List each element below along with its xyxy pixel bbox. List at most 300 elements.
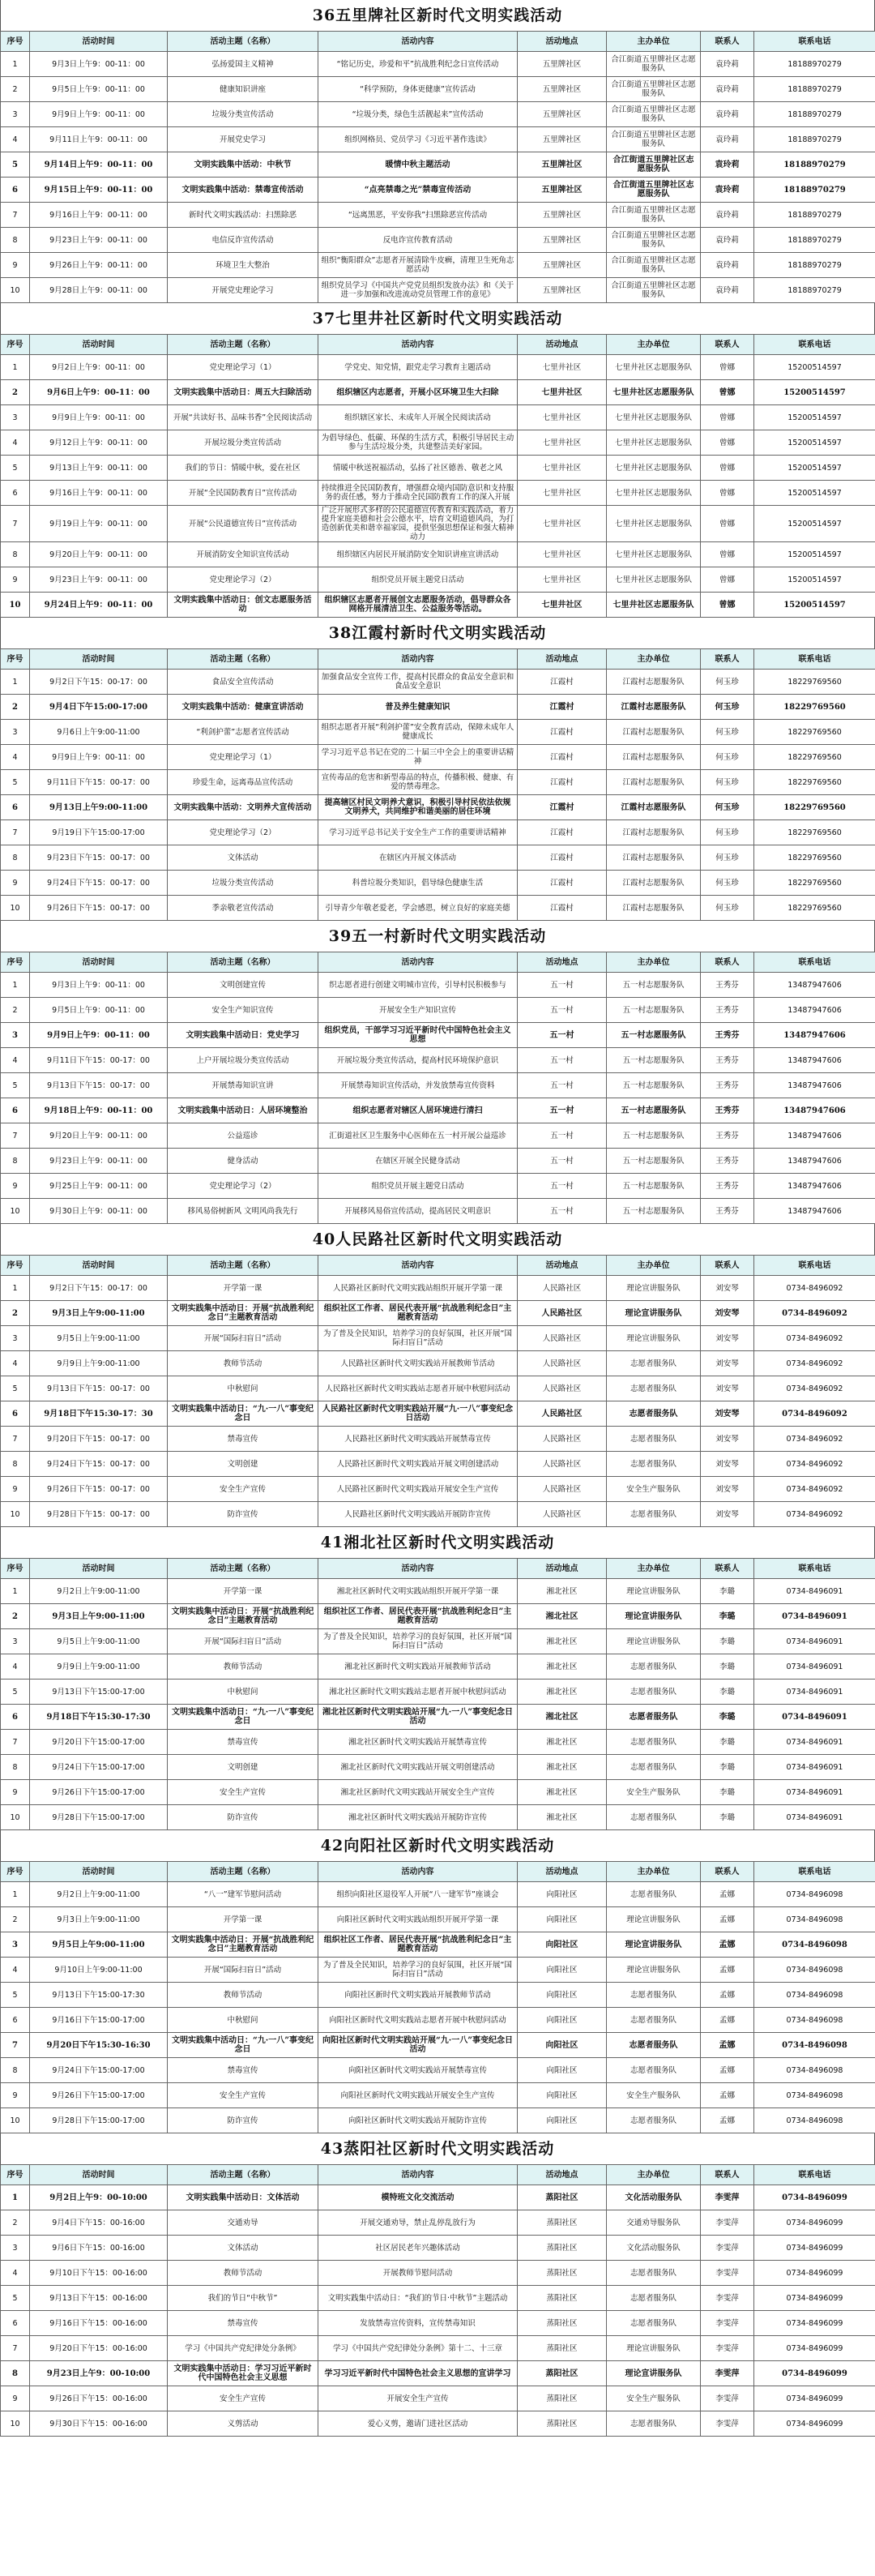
col-time: 9月24日下午15:00-17:00 <box>30 1755 168 1780</box>
table-row <box>1 355 875 380</box>
col-theme: 开展“公民道德宣传日”宣传活动 <box>168 506 318 542</box>
col-theme: 中秋慰问 <box>168 2008 318 2033</box>
col-host: 五一村志愿服务队 <box>607 998 701 1023</box>
col-place: 向阳社区 <box>518 2083 607 2108</box>
col-time: 9月18日上午9：00-11：00 <box>30 1098 168 1123</box>
section-title: 40人民路社区新时代文明实践活动 <box>0 1224 875 1255</box>
col-content: 发放禁毒宣传资料，宣传禁毒知识 <box>318 2311 518 2336</box>
header-col-no: 序号 <box>1 335 30 355</box>
col-place: 七里井社区 <box>518 593 607 618</box>
col-time: 9月4日下午15：00-16:00 <box>30 2210 168 2236</box>
col-content: 人民路社区新时代文明实践站开展教师节活动 <box>318 1351 518 1376</box>
col-time: 9月24日下午15：00-17：00 <box>30 871 168 896</box>
col-phone: 0734-8496092 <box>754 1376 875 1401</box>
header-col-place: 活动地点 <box>518 32 607 52</box>
col-place: 五一村 <box>518 1199 607 1224</box>
col-no: 7 <box>1 2033 30 2058</box>
col-contact: 刘安琴 <box>701 1477 754 1502</box>
col-host: 文化活动服务队 <box>607 2236 701 2261</box>
col-no: 8 <box>1 1149 30 1174</box>
header-col-contact: 联系人 <box>701 1862 754 1882</box>
table-row <box>1 542 875 567</box>
col-no: 9 <box>1 2083 30 2108</box>
col-content: 为倡导绿色、低碳、环保的生活方式，积极引导居民主动参与生活垃圾分类，共建整洁美好家园。 <box>318 430 518 456</box>
col-theme: 安全生产宣传 <box>168 2083 318 2108</box>
table-row <box>1 2033 875 2058</box>
col-phone: 0734-8496098 <box>754 1907 875 1932</box>
section-title: 36五里牌社区新时代文明实践活动 <box>0 0 875 31</box>
col-no: 4 <box>1 1048 30 1073</box>
col-theme: 禁毒宣传 <box>168 1427 318 1452</box>
col-phone: 15200514597 <box>754 506 875 542</box>
table-row <box>1 973 875 998</box>
col-phone: 0734-8496099 <box>754 2210 875 2236</box>
col-phone: 13487947606 <box>754 1123 875 1149</box>
col-time: 9月9日上午9：00-11：00 <box>30 405 168 430</box>
col-no: 5 <box>1 1376 30 1401</box>
col-no: 5 <box>1 1680 30 1705</box>
col-no: 7 <box>1 2336 30 2361</box>
col-content: 开展移风易俗宣传活动，提高居民文明意识 <box>318 1199 518 1224</box>
col-contact: 李雯萍 <box>701 2336 754 2361</box>
col-content: 组织党员开展主题党日活动 <box>318 1174 518 1199</box>
col-no: 7 <box>1 1730 30 1755</box>
table-row <box>1 1477 875 1502</box>
col-content: 向阳社区新时代文明实践站开展“九·一八”事变纪念日活动 <box>318 2033 518 2058</box>
col-phone: 0734-8496092 <box>754 1502 875 1527</box>
table-row <box>1 506 875 542</box>
col-time: 9月5日上午9:00-11:00 <box>30 1326 168 1351</box>
col-place: 向阳社区 <box>518 2058 607 2083</box>
table-header-row <box>1 2165 875 2185</box>
col-place: 五一村 <box>518 1073 607 1098</box>
table-row <box>1 745 875 770</box>
col-contact: 王秀芬 <box>701 1174 754 1199</box>
col-no: 7 <box>1 203 30 228</box>
col-no: 10 <box>1 1502 30 1527</box>
col-content: 湘北社区新时代文明实践站开展教师节活动 <box>318 1654 518 1680</box>
col-contact: 王秀芬 <box>701 1098 754 1123</box>
col-no: 8 <box>1 1755 30 1780</box>
col-phone: 15200514597 <box>754 456 875 481</box>
col-content: 组织辖区家长、未成年人开展全民阅读活动 <box>318 405 518 430</box>
col-contact: 李璐 <box>701 1654 754 1680</box>
col-time: 9月9日上午9:00-11:00 <box>30 1351 168 1376</box>
col-theme: 开展消防安全知识宣传活动 <box>168 542 318 567</box>
col-phone: 18229769560 <box>754 845 875 871</box>
col-place: 五里牌社区 <box>518 77 607 102</box>
col-no: 8 <box>1 845 30 871</box>
table-row <box>1 1983 875 2008</box>
col-phone: 0734-8496091 <box>754 1705 875 1730</box>
col-contact: 李雯萍 <box>701 2411 754 2437</box>
col-host: 五一村志愿服务队 <box>607 1199 701 1224</box>
table-header-row <box>1 649 875 670</box>
col-contact: 王秀芬 <box>701 973 754 998</box>
col-contact: 曾娜 <box>701 456 754 481</box>
col-content: 普及养生健康知识 <box>318 695 518 720</box>
col-contact: 何玉珍 <box>701 695 754 720</box>
col-theme: 新时代文明实践活动：扫黑除恶 <box>168 203 318 228</box>
col-theme: 党史理论学习（1） <box>168 355 318 380</box>
col-content: 向阳社区新时代文明实践站开展禁毒宣传 <box>318 2058 518 2083</box>
col-theme: 文明创建宣传 <box>168 973 318 998</box>
header-col-content: 活动内容 <box>318 1559 518 1579</box>
col-place: 江霞村 <box>518 670 607 695</box>
col-theme: 禁毒宣传 <box>168 2058 318 2083</box>
col-no: 4 <box>1 1958 30 1983</box>
col-place: 蒸阳社区 <box>518 2411 607 2437</box>
col-place: 江霞村 <box>518 745 607 770</box>
col-contact: 李璐 <box>701 1755 754 1780</box>
col-host: 志愿者服务队 <box>607 1730 701 1755</box>
col-phone: 0734-8496099 <box>754 2311 875 2336</box>
table-row <box>1 795 875 820</box>
col-content: 湘北社区新时代文明实践站开展防诈宣传 <box>318 1805 518 1830</box>
col-contact: 李璐 <box>701 1705 754 1730</box>
col-theme: 教师节活动 <box>168 1654 318 1680</box>
col-phone: 18188970279 <box>754 127 875 152</box>
col-phone: 13487947606 <box>754 1199 875 1224</box>
col-phone: 0734-8496091 <box>754 1805 875 1830</box>
header-col-no: 序号 <box>1 1862 30 1882</box>
col-time: 9月26日下午15：00-17：00 <box>30 1477 168 1502</box>
col-theme: 文明实践集中活动日：创文志愿服务活动 <box>168 593 318 618</box>
section-title: 39五一村新时代文明实践活动 <box>0 921 875 952</box>
col-contact: 李璐 <box>701 1805 754 1830</box>
col-phone: 0734-8496091 <box>754 1780 875 1805</box>
col-no: 9 <box>1 2386 30 2411</box>
table-row <box>1 1376 875 1401</box>
col-host: 合江街道五里牌社区志愿服务队 <box>607 178 701 203</box>
col-theme: 垃圾分类宣传活动 <box>168 871 318 896</box>
table-header-row <box>1 1256 875 1276</box>
table-row <box>1 998 875 1023</box>
header-col-phone: 联系电话 <box>754 1256 875 1276</box>
col-phone: 18229769560 <box>754 770 875 795</box>
col-time: 9月16日下午15：00-16:00 <box>30 2311 168 2336</box>
col-content: 湘北社区新时代文明实践站组织开展开学第一课 <box>318 1579 518 1604</box>
col-phone: 0734-8496092 <box>754 1427 875 1452</box>
col-content: 湘北社区新时代文明实践站开展文明创建活动 <box>318 1755 518 1780</box>
col-place: 人民路社区 <box>518 1477 607 1502</box>
col-contact: 李雯萍 <box>701 2210 754 2236</box>
col-contact: 袁玲莉 <box>701 152 754 178</box>
col-theme: 禁毒宣传 <box>168 1730 318 1755</box>
table-row <box>1 2083 875 2108</box>
col-place: 五里牌社区 <box>518 203 607 228</box>
col-contact: 李璐 <box>701 1730 754 1755</box>
col-contact: 孟娜 <box>701 1983 754 2008</box>
col-host: 江霞村志愿服务队 <box>607 720 701 745</box>
col-place: 江霞村 <box>518 795 607 820</box>
col-no: 4 <box>1 1351 30 1376</box>
section-title: 43蒸阳社区新时代文明实践活动 <box>0 2133 875 2164</box>
col-theme: 开学第一课 <box>168 1907 318 1932</box>
col-phone: 15200514597 <box>754 593 875 618</box>
activity-table <box>0 648 875 921</box>
col-no: 4 <box>1 1654 30 1680</box>
col-host: 七里井社区志愿服务队 <box>607 481 701 506</box>
col-content: 情暖中秋送祝福活动，弘扬了社区德善、敬老之风 <box>318 456 518 481</box>
col-contact: 李雯萍 <box>701 2185 754 2210</box>
col-host: 七里井社区志愿服务队 <box>607 456 701 481</box>
table-row <box>1 670 875 695</box>
table-row <box>1 1301 875 1326</box>
col-content: 组织辖区内志愿者，开展小区环境卫生大扫除 <box>318 380 518 405</box>
col-host: 安全生产服务队 <box>607 2083 701 2108</box>
table-row <box>1 1098 875 1123</box>
col-phone: 0734-8496099 <box>754 2185 875 2210</box>
col-theme: 学习《中国共产党纪律处分条例》 <box>168 2336 318 2361</box>
col-time: 9月20日上午9：00-11：00 <box>30 542 168 567</box>
col-time: 9月6日下午15：00-16:00 <box>30 2236 168 2261</box>
col-theme: 文体活动 <box>168 2236 318 2261</box>
col-theme: 移风易俗树新风 文明风尚我先行 <box>168 1199 318 1224</box>
col-content: 人民路社区新时代文明实践站开展“九·一八”事变纪念日活动 <box>318 1401 518 1427</box>
col-phone: 13487947606 <box>754 1174 875 1199</box>
col-time: 9月13日上午9：00-11：00 <box>30 456 168 481</box>
header-col-theme: 活动主题（名称） <box>168 649 318 670</box>
col-host: 志愿者服务队 <box>607 1502 701 1527</box>
col-phone: 0734-8496098 <box>754 2008 875 2033</box>
col-no: 9 <box>1 1174 30 1199</box>
col-content: 向阳社区新时代文明实践站开展教师节活动 <box>318 1983 518 2008</box>
col-no: 4 <box>1 2261 30 2286</box>
col-place: 江霞村 <box>518 896 607 921</box>
header-col-time: 活动时间 <box>30 1559 168 1579</box>
col-phone: 0734-8496099 <box>754 2336 875 2361</box>
col-place: 湘北社区 <box>518 1654 607 1680</box>
col-theme: 弘扬爱国主义精神 <box>168 52 318 77</box>
col-time: 9月3日上午9:00-11:00 <box>30 1301 168 1326</box>
col-time: 9月2日下午15：00-17：00 <box>30 1276 168 1301</box>
col-contact: 王秀芬 <box>701 1149 754 1174</box>
col-content: 向阳社区新时代文明实践站组织开展开学第一课 <box>318 1907 518 1932</box>
col-contact: 何玉珍 <box>701 820 754 845</box>
col-theme: 文明实践集中活动日：开展“抗战胜利纪念日”主题教育活动 <box>168 1604 318 1629</box>
col-no: 1 <box>1 52 30 77</box>
header-col-host: 主办单位 <box>607 32 701 52</box>
col-contact: 李雯萍 <box>701 2311 754 2336</box>
col-content: 为了普及全民知识，培养学习的良好氛围，社区开展“国际扫盲日”活动 <box>318 1629 518 1654</box>
col-no: 5 <box>1 1983 30 2008</box>
col-contact: 曾娜 <box>701 542 754 567</box>
activity-table <box>0 952 875 1224</box>
col-no: 6 <box>1 178 30 203</box>
col-contact: 曾娜 <box>701 380 754 405</box>
col-content: 组织社区工作者、居民代表开展“抗战胜利纪念日”主题教育活动 <box>318 1932 518 1958</box>
table-row <box>1 52 875 77</box>
table-row <box>1 1351 875 1376</box>
col-theme: 文明创建 <box>168 1452 318 1477</box>
table-row <box>1 2286 875 2311</box>
col-contact: 刘安琴 <box>701 1376 754 1401</box>
col-host: 五一村志愿服务队 <box>607 1149 701 1174</box>
col-host: 江霞村志愿服务队 <box>607 896 701 921</box>
activity-table <box>0 2164 875 2437</box>
col-time: 9月9日上午9：00-11：00 <box>30 1023 168 1048</box>
table-row <box>1 253 875 278</box>
header-col-phone: 联系电话 <box>754 32 875 52</box>
header-col-content: 活动内容 <box>318 649 518 670</box>
col-time: 9月2日上午9：00-10:00 <box>30 2185 168 2210</box>
col-content: 向阳社区新时代文明实践站开展防诈宣传 <box>318 2108 518 2133</box>
col-host: 志愿者服务队 <box>607 2286 701 2311</box>
col-time: 9月3日上午9：00-11：00 <box>30 973 168 998</box>
col-host: 七里井社区志愿服务队 <box>607 542 701 567</box>
col-place: 湘北社区 <box>518 1730 607 1755</box>
col-no: 7 <box>1 506 30 542</box>
table-row <box>1 1023 875 1048</box>
col-phone: 18188970279 <box>754 178 875 203</box>
col-content: 组织党员学习《中国共产党党员组织发放办法》和《关于进一步加强和改进流动党员管理工作的意见》 <box>318 278 518 303</box>
col-place: 五里牌社区 <box>518 253 607 278</box>
col-phone: 18188970279 <box>754 77 875 102</box>
col-host: 理论宣讲服务队 <box>607 2336 701 2361</box>
col-theme: 防诈宣传 <box>168 1805 318 1830</box>
col-no: 2 <box>1 998 30 1023</box>
table-row <box>1 2108 875 2133</box>
col-content: 开展交通劝导，禁止乱停乱放行为 <box>318 2210 518 2236</box>
col-no: 1 <box>1 1882 30 1907</box>
col-contact: 何玉珍 <box>701 871 754 896</box>
table-row <box>1 2311 875 2336</box>
table-row <box>1 1907 875 1932</box>
table-row <box>1 2058 875 2083</box>
table-row <box>1 1502 875 1527</box>
col-host: 理论宣讲服务队 <box>607 1276 701 1301</box>
table-row <box>1 871 875 896</box>
col-phone: 18188970279 <box>754 102 875 127</box>
col-host: 江霞村志愿服务队 <box>607 871 701 896</box>
col-phone: 0734-8496092 <box>754 1401 875 1427</box>
col-host: 交通劝导服务队 <box>607 2210 701 2236</box>
col-theme: 文明实践集中活动日：“九·一八”事变纪念日 <box>168 1401 318 1427</box>
col-no: 10 <box>1 1199 30 1224</box>
col-phone: 0734-8496091 <box>754 1604 875 1629</box>
col-time: 9月11日上午9：00-11：00 <box>30 127 168 152</box>
col-host: 七里井社区志愿服务队 <box>607 567 701 593</box>
section-title: 38江霞村新时代文明实践活动 <box>0 618 875 648</box>
col-theme: 党史理论学习（2） <box>168 567 318 593</box>
table-row <box>1 1730 875 1755</box>
col-place: 湘北社区 <box>518 1604 607 1629</box>
header-col-time: 活动时间 <box>30 32 168 52</box>
table-row <box>1 2336 875 2361</box>
col-no: 8 <box>1 542 30 567</box>
col-no: 10 <box>1 593 30 618</box>
col-host: 安全生产服务队 <box>607 1780 701 1805</box>
col-no: 3 <box>1 720 30 745</box>
col-theme: 防诈宣传 <box>168 1502 318 1527</box>
table-row <box>1 102 875 127</box>
col-phone: 0734-8496099 <box>754 2286 875 2311</box>
col-content: 人民路社区新时代文明实践站组织开展开学第一课 <box>318 1276 518 1301</box>
col-theme: 义剪活动 <box>168 2411 318 2437</box>
col-host: 志愿者服务队 <box>607 2311 701 2336</box>
col-no: 4 <box>1 745 30 770</box>
col-theme: 健身活动 <box>168 1149 318 1174</box>
col-contact: 李雯萍 <box>701 2361 754 2386</box>
table-row <box>1 1755 875 1780</box>
col-time: 9月23日上午9：00-11：00 <box>30 228 168 253</box>
col-place: 五一村 <box>518 1123 607 1149</box>
col-host: 五一村志愿服务队 <box>607 1048 701 1073</box>
col-theme: 公益巡诊 <box>168 1123 318 1149</box>
header-col-theme: 活动主题（名称） <box>168 335 318 355</box>
col-no: 9 <box>1 1780 30 1805</box>
col-host: 五一村志愿服务队 <box>607 1098 701 1123</box>
col-content: 组织志愿者开展“利剑护蕾”安全教育活动，保障未成年人健康成长 <box>318 720 518 745</box>
col-phone: 18229769560 <box>754 820 875 845</box>
col-time: 9月26日下午15：00-16:00 <box>30 2386 168 2411</box>
table-row <box>1 1654 875 1680</box>
col-contact: 王秀芬 <box>701 1023 754 1048</box>
col-no: 9 <box>1 567 30 593</box>
col-theme: 食品安全宣传活动 <box>168 670 318 695</box>
col-host: 七里井社区志愿服务队 <box>607 380 701 405</box>
col-no: 9 <box>1 1477 30 1502</box>
col-contact: 王秀芬 <box>701 1123 754 1149</box>
col-phone: 15200514597 <box>754 380 875 405</box>
col-host: 五一村志愿服务队 <box>607 1174 701 1199</box>
col-host: 七里井社区志愿服务队 <box>607 506 701 542</box>
col-phone: 0734-8496098 <box>754 2108 875 2133</box>
col-contact: 刘安琴 <box>701 1276 754 1301</box>
col-theme: 开展党史理论学习 <box>168 278 318 303</box>
col-contact: 王秀芬 <box>701 1199 754 1224</box>
col-theme: 垃圾分类宣传活动 <box>168 102 318 127</box>
col-phone: 0734-8496099 <box>754 2261 875 2286</box>
col-content: 学习《中国共产党纪律处分条例》第十二、十三章 <box>318 2336 518 2361</box>
col-time: 9月14日上午9：00-11：00 <box>30 152 168 178</box>
col-contact: 孟娜 <box>701 2108 754 2133</box>
col-contact: 刘安琴 <box>701 1452 754 1477</box>
col-contact: 何玉珍 <box>701 896 754 921</box>
col-host: 七里井社区志愿服务队 <box>607 405 701 430</box>
col-content: 社区居民老年兴趣体活动 <box>318 2236 518 2261</box>
col-contact: 何玉珍 <box>701 745 754 770</box>
col-theme: 党史理论学习（2） <box>168 1174 318 1199</box>
col-contact: 曾娜 <box>701 567 754 593</box>
col-host: 志愿者服务队 <box>607 2108 701 2133</box>
header-col-theme: 活动主题（名称） <box>168 32 318 52</box>
col-place: 湘北社区 <box>518 1705 607 1730</box>
col-contact: 孟娜 <box>701 1932 754 1958</box>
col-host: 理论宣讲服务队 <box>607 1958 701 1983</box>
col-time: 9月2日上午9:00-11:00 <box>30 1579 168 1604</box>
col-phone: 0734-8496091 <box>754 1755 875 1780</box>
col-phone: 18229769560 <box>754 720 875 745</box>
col-no: 2 <box>1 1301 30 1326</box>
col-contact: 刘安琴 <box>701 1502 754 1527</box>
col-contact: 曾娜 <box>701 355 754 380</box>
header-col-time: 活动时间 <box>30 649 168 670</box>
header-col-contact: 联系人 <box>701 32 754 52</box>
col-place: 江霞村 <box>518 720 607 745</box>
table-row <box>1 1427 875 1452</box>
col-time: 9月3日上午9：00-11：00 <box>30 52 168 77</box>
col-theme: “八一”建军节慰问活动 <box>168 1882 318 1907</box>
col-place: 五里牌社区 <box>518 278 607 303</box>
col-host: 七里井社区志愿服务队 <box>607 593 701 618</box>
col-no: 5 <box>1 1073 30 1098</box>
col-phone: 18188970279 <box>754 278 875 303</box>
col-no: 10 <box>1 1805 30 1830</box>
col-host: 江霞村志愿服务队 <box>607 745 701 770</box>
col-host: 志愿者服务队 <box>607 2411 701 2437</box>
